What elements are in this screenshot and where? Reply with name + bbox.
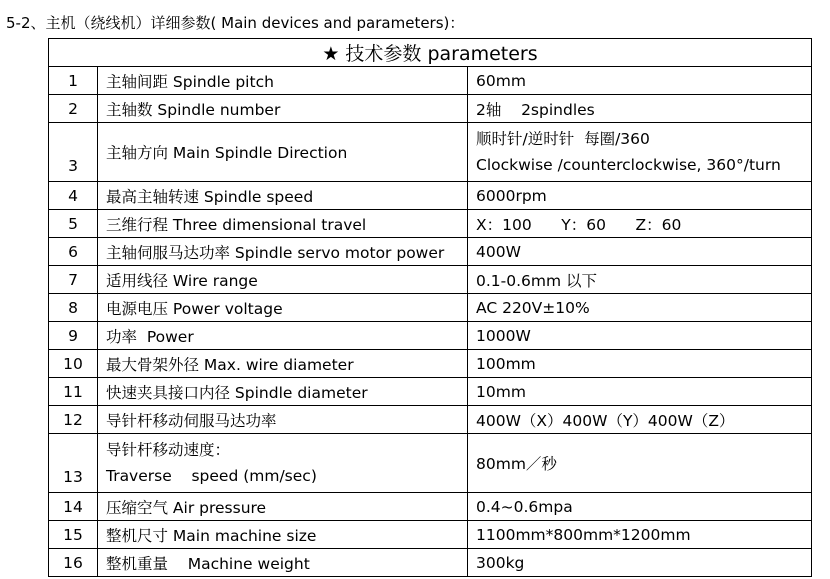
row-number: 2 (49, 95, 98, 123)
table-row (49, 266, 812, 294)
param-name: 主轴方向 Main Spindle Direction (98, 123, 468, 182)
param-value: 100mm (468, 350, 812, 378)
param-name-line: 导针杆移动速度： (106, 441, 231, 459)
param-value: 400W（X）400W（Y）400W（Z） (468, 406, 812, 434)
param-value: 80mm／秒 (468, 434, 812, 493)
table-row (49, 210, 812, 238)
param-value-line: Clockwise /counterclockwise, 360°/turn (476, 156, 781, 174)
table-row (49, 549, 812, 577)
row-number: 6 (49, 238, 98, 266)
table-row (49, 182, 812, 210)
table-row (49, 378, 812, 406)
table-row (49, 67, 812, 95)
param-value: AC 220V±10% (468, 294, 812, 322)
param-value: 2轴 2spindles (468, 95, 812, 123)
param-name: 适用线径 Wire range (98, 266, 468, 294)
param-value: 0.4~0.6mpa (468, 493, 812, 521)
param-value (468, 123, 812, 182)
row-number: 4 (49, 182, 98, 210)
param-name: 主轴数 Spindle number (98, 95, 468, 123)
param-name-line: Traverse speed (mm/sec) (106, 467, 317, 485)
row-number: 10 (49, 350, 98, 378)
row-number: 11 (49, 378, 98, 406)
row-number: 7 (49, 266, 98, 294)
row-number: 12 (49, 406, 98, 434)
table-row (49, 294, 812, 322)
param-value: 400W (468, 238, 812, 266)
param-value: 300kg (468, 549, 812, 577)
row-number: 15 (49, 521, 98, 549)
table-row (49, 238, 812, 266)
parameters-table (48, 38, 812, 577)
row-number: 13 (49, 434, 98, 493)
param-name (98, 434, 468, 493)
param-name: 最大骨架外径 Max. wire diameter (98, 350, 468, 378)
table-row (49, 322, 812, 350)
param-name: 主轴伺服马达功率 Spindle servo motor power (98, 238, 468, 266)
row-number: 16 (49, 549, 98, 577)
row-number: 5 (49, 210, 98, 238)
param-name: 整机尺寸 Main machine size (98, 521, 468, 549)
table-row (49, 95, 812, 123)
table-row (49, 521, 812, 549)
param-name: 导针杆移动伺服马达功率 (98, 406, 468, 434)
param-value: 60mm (468, 67, 812, 95)
param-name: 电源电压 Power voltage (98, 294, 468, 322)
row-number: 8 (49, 294, 98, 322)
section-heading: 5-2、主机（绕线机）详细参数( Main devices and parameters)： (6, 14, 465, 32)
table-row (49, 493, 812, 521)
param-value: 1100mm*800mm*1200mm (468, 521, 812, 549)
row-number: 1 (49, 67, 98, 95)
param-name: 主轴间距 Spindle pitch (98, 67, 468, 95)
param-value: 10mm (468, 378, 812, 406)
row-number: 3 (49, 123, 98, 182)
param-value: X：100 Y：60 Z：60 (468, 210, 812, 238)
param-name: 快速夹具接口内径 Spindle diameter (98, 378, 468, 406)
param-value: 6000rpm (468, 182, 812, 210)
param-name: 压缩空气 Air pressure (98, 493, 468, 521)
row-number: 14 (49, 493, 98, 521)
param-name: 最高主轴转速 Spindle speed (98, 182, 468, 210)
table-row (49, 350, 812, 378)
table-row (49, 123, 812, 182)
param-value-line: 顺时针/逆时针 每圈/360 (476, 130, 650, 148)
param-name: 整机重量 Machine weight (98, 549, 468, 577)
table-row (49, 406, 812, 434)
param-name: 功率 Power (98, 322, 468, 350)
param-name: 三维行程 Three dimensional travel (98, 210, 468, 238)
param-value: 0.1-0.6mm 以下 (468, 266, 812, 294)
row-number: 9 (49, 322, 98, 350)
param-value: 1000W (468, 322, 812, 350)
table-row (49, 434, 812, 493)
table-title: ★ 技术参数 parameters (49, 39, 812, 67)
table-title-row (49, 39, 812, 67)
